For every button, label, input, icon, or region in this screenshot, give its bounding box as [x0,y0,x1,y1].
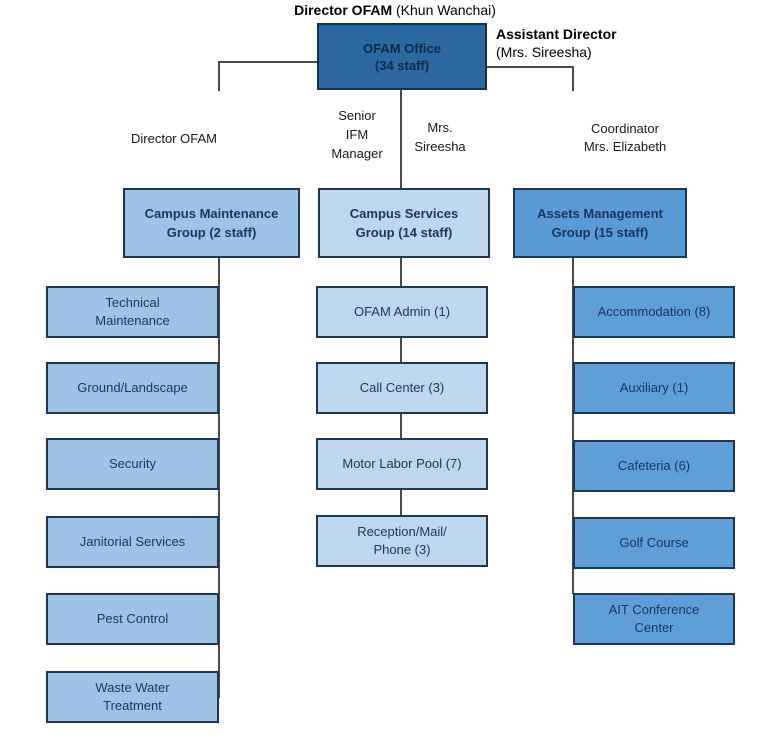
org-item-technical-maintenance [46,286,219,338]
org-item-ait-conference-center [573,593,735,645]
org-item-accommodation [573,286,735,338]
org-item-label: Waste Water [95,680,170,695]
org-item-label: Security [109,456,156,471]
assistant-director-role: Assistant Director [496,26,617,42]
org-item-security [46,438,219,490]
group-box-campus-services [318,188,490,258]
org-item-janitorial-services [46,516,219,568]
org-item-label: AIT Conference [608,602,700,617]
assistant-director-label [496,25,617,61]
org-item-label: Center [634,620,674,635]
org-item-reception-mail-phone [316,515,488,567]
org-item-call-center [316,362,488,414]
group-box-label: Assets Management [537,206,663,221]
org-item-label: Reception/Mail/ [357,524,447,539]
org-item-label: Technical [105,295,160,310]
role-label-line: Senior [338,108,376,123]
connector-left-horizontal [218,61,317,63]
group-box-label: Group (2 staff) [166,225,257,240]
org-item-ground-landscape [46,362,219,414]
role-label-line: IFM [345,127,369,142]
org-item-label: Ground/Landscape [77,380,188,395]
org-item-label: Auxiliary (1) [619,380,689,395]
org-item-label: Treatment [103,698,162,713]
role-label-line: Mrs. [427,120,453,135]
assistant-director-person: (Mrs. Sireesha) [496,44,592,60]
org-item-ofam-admin [316,286,488,338]
chart-title-role: Director OFAM [294,2,393,18]
chart-title-person: (Khun Wanchai) [392,2,496,18]
org-item-label: OFAM Admin (1) [353,304,451,319]
role-label-line: Mrs. Elizabeth [583,139,667,154]
group-box-label: Campus Maintenance [144,206,279,221]
role-label-director-ofam: Director OFAM [131,131,217,146]
org-item-label: Golf Course [619,535,689,550]
org-item-label: Cafeteria (6) [617,458,691,473]
org-box-ofam-office [317,23,487,90]
org-item-label: Maintenance [95,313,170,328]
role-label-line: Manager [331,146,383,161]
org-item-label: Pest Control [96,611,169,626]
group-box-label: Group (15 staff) [551,225,649,240]
org-item-waste-water-treatment [46,671,219,723]
role-label-mrs-sireesha [400,118,480,156]
role-label-senior-ifm-manager [317,106,397,163]
connector-right-horizontal [487,66,574,68]
role-label-line: Coordinator [591,121,659,136]
org-item-cafeteria [573,440,735,492]
connector-right-stub [572,66,574,91]
org-box-label: (34 staff) [374,57,430,73]
group-box-assets-management [513,188,687,258]
org-item-label: Janitorial Services [79,534,186,549]
org-item-auxiliary [573,362,735,414]
org-box-label: OFAM Office [362,40,441,56]
chart-title [245,2,545,18]
org-item-label: Motor Labor Pool (7) [342,456,462,471]
org-item-label: Phone (3) [373,542,431,557]
role-label-coordinator [555,120,695,156]
org-item-golf-course [573,517,735,569]
org-item-label: Accommodation (8) [597,304,711,319]
group-box-campus-maintenance [123,188,300,258]
org-item-motor-labor-pool [316,438,488,490]
role-label-line: Sireesha [414,139,466,154]
connector-left-stub [218,61,220,91]
org-item-label: Call Center (3) [359,380,445,395]
group-box-label: Campus Services [349,206,459,221]
group-box-label: Group (14 staff) [355,225,453,240]
org-item-pest-control [46,593,219,645]
